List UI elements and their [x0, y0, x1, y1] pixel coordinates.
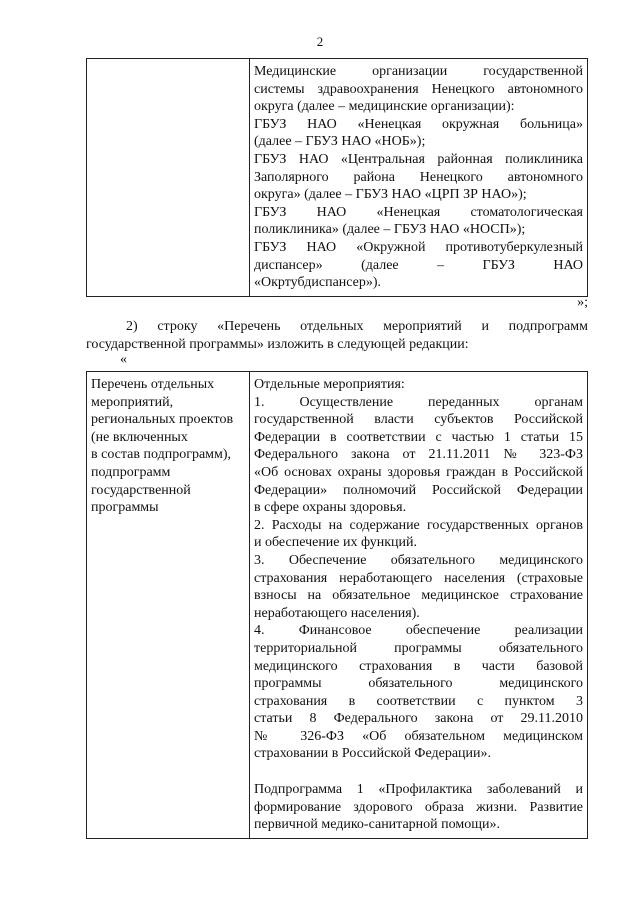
closing-quote: »;: [577, 295, 588, 310]
table1-right-cell: [250, 59, 588, 297]
table1-line: поликлиника» (далее – ГБУЗ НАО «НОСП»);: [254, 222, 526, 238]
table2-left-line: Перечень отдельных: [91, 377, 215, 392]
table2-left-line: государственной: [91, 482, 191, 498]
table2-right-line: территориальной программы обязательного: [254, 640, 583, 656]
table2-left-line: подпрограмм: [91, 464, 171, 480]
table1-line: Медицинские организации государственной: [254, 64, 583, 79]
table2-right-line: Подпрограмма 1 «Профилактика заболеваний и: [254, 782, 583, 798]
paragraph-line-1: 2) строку «Перечень отдельных мероприятий и подпрограмм: [126, 319, 588, 334]
amendment-paragraph: [86, 318, 588, 354]
table2-left-line: в состав подпрограмм),: [91, 447, 232, 463]
table2-left-line: региональных проектов: [91, 412, 234, 428]
table2-right-line: Отдельные мероприятия:: [254, 377, 405, 392]
table2-right-line: медицинского страхования в части базовой: [254, 658, 583, 674]
table2-right-line: программы обязательного медицинского: [254, 676, 583, 692]
table2-left-cell: [87, 372, 250, 839]
table1-line: ГБУЗ НАО «Ненецкая окружная больница»: [254, 116, 583, 132]
table2-left-line: мероприятий,: [91, 394, 174, 410]
table2-right-line: неработающего населения).: [254, 605, 420, 621]
table2-right-line: «Об основах охраны здоровья граждан в Российской: [254, 464, 583, 480]
table2-right-line: статьи 8 Федерального закона от 29.11.2010: [254, 711, 583, 727]
table2-right-line: первичной медико-санитарной помощи».: [254, 817, 501, 833]
table2-right-line: 3. Обеспечение обязательного медицинского: [254, 552, 583, 568]
table2-right-line: страхования неработающего населения (страховые: [254, 570, 583, 586]
table2-blank-line: [254, 763, 583, 781]
opening-quote: «: [120, 352, 127, 367]
table1-line: ГБУЗ НАО «Ненецкая стоматологическая: [254, 204, 583, 220]
table2-right-line: Федерального закона от 21.11.2011 № 323-ФЗ: [254, 447, 583, 463]
table2-right-line: государственной власти субъектов Российской: [254, 412, 583, 428]
paragraph-line-2: государственной программы» изложить в следующей редакции:: [86, 337, 469, 352]
table1-left-cell: [87, 59, 250, 297]
table1-line: ГБУЗ НАО «Центральная районная поликлиника: [254, 151, 583, 167]
table2-right-line: 1. Осуществление переданных органам: [254, 394, 583, 410]
table2-right-line: и обеспечение их функций.: [254, 535, 418, 551]
table2-right-line: в сфере охраны здоровья.: [254, 500, 407, 516]
table2-right-line: страховании в Российской Федерации».: [254, 746, 492, 762]
table2-right-line: 4. Финансовое обеспечение реализации: [254, 623, 583, 639]
table2-right-line: Федерации в соответствии с частью 1 статьи 15: [254, 429, 583, 445]
table2-right-line: № 326-ФЗ «Об обязательном медицинском: [254, 728, 583, 744]
table1-line: системы здравоохранения Ненецкого автономного: [254, 81, 583, 97]
table1-line: ГБУЗ НАО «Окружной противотуберкулезный: [254, 239, 583, 255]
table2-right-line: взносы на обязательное медицинское страхование: [254, 588, 583, 604]
table2-left-line: (не включенных: [91, 429, 188, 445]
table2-right-line: Федерации» полномочий Российской Федерации: [254, 482, 583, 498]
table2-left-line: программы: [91, 500, 159, 516]
table2-right-line: страхования в соответствии с пунктом 3: [254, 693, 583, 709]
table1-line: «Окртубдиспансер»).: [254, 275, 382, 291]
table1-line: диспансер» (далее – ГБУЗ НАО: [254, 257, 583, 273]
table1-line: округа (далее – медицинские организации):: [254, 99, 515, 115]
table1-line: (далее – ГБУЗ НАО «НОБ»);: [254, 134, 426, 150]
table2-right-cell: [250, 372, 588, 839]
table1-line: округа» (далее – ГБУЗ НАО «ЦРП ЗР НАО»);: [254, 187, 527, 203]
page-number: 2: [316, 34, 324, 49]
table-medical-organizations: [86, 58, 588, 297]
table2-right-line: формирование здорового образа жизни. Развитие: [254, 799, 583, 815]
table-program-measures: [86, 371, 588, 839]
table1-line: Заполярного района Ненецкого автономного: [254, 169, 583, 185]
table2-right-line: 2. Расходы на содержание государственных органов: [254, 517, 583, 533]
